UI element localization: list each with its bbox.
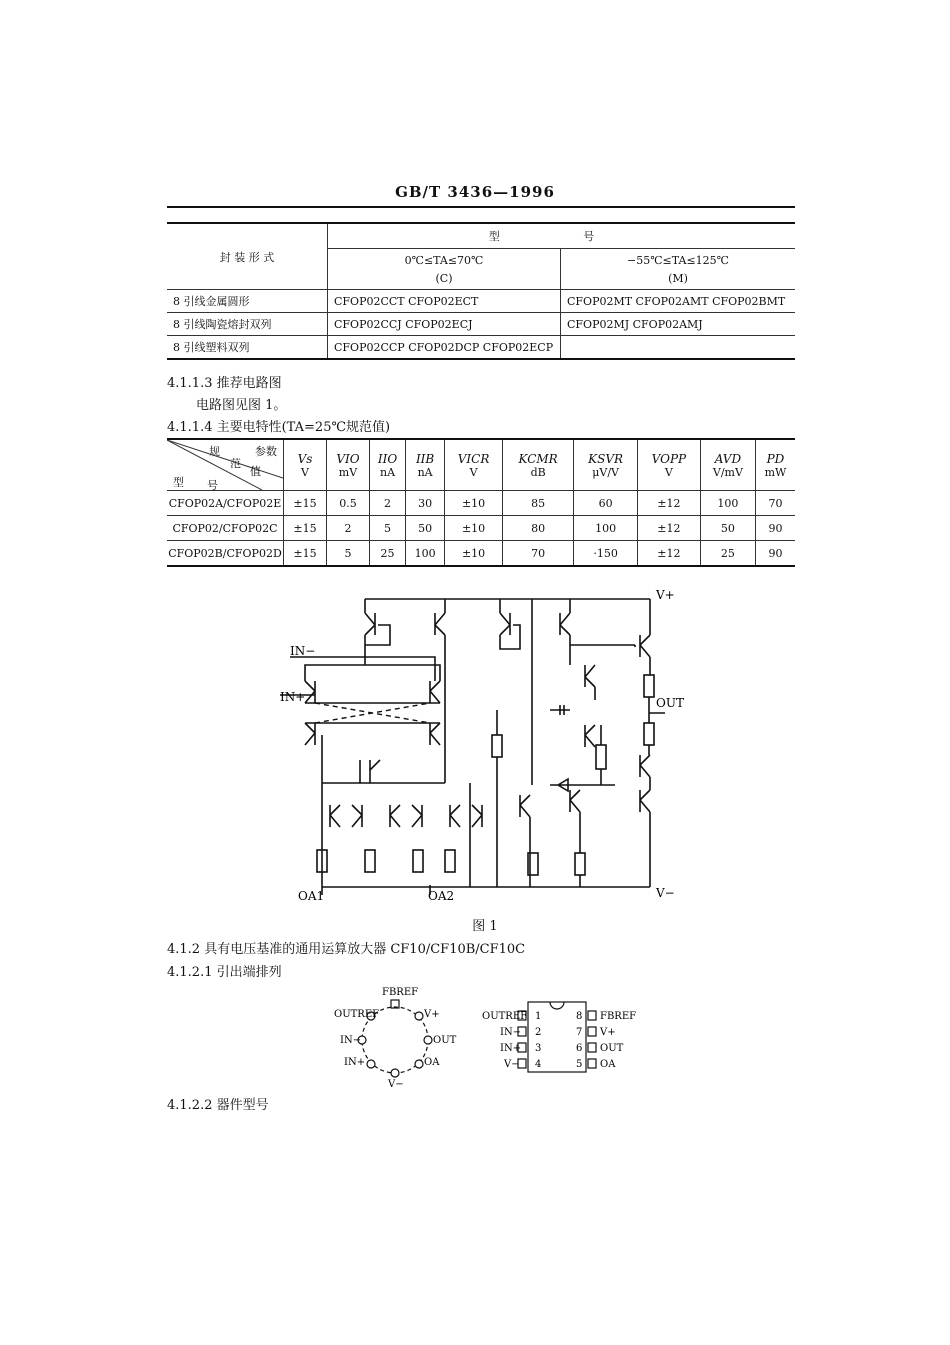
label-vplus: V+ — [656, 588, 675, 602]
dip-num-7: 7 — [576, 1027, 583, 1038]
pkg-m: CFOP02MJ CFOP02AMJ — [561, 313, 796, 336]
section-4122: 4.1.2.2 器件型号 — [167, 1098, 269, 1113]
table-row: CFOP02A/CFOP02E ±15 0.5 2 30 ±10 85 60 ±12 100 70 — [167, 491, 795, 516]
pinout-round — [320, 985, 470, 1095]
round-out: OUT — [433, 1035, 457, 1046]
figure-caption: 图 1 — [472, 919, 498, 934]
range-c-cell — [328, 249, 561, 290]
pkg-col-header: 封 装 形 式 — [167, 224, 328, 290]
section-4113: 4.1.1.3 推荐电路图 — [167, 376, 282, 391]
dip-label-5: OA — [600, 1059, 616, 1070]
type-header: 型 号 — [328, 224, 796, 249]
model-cell: CFOP02A/CFOP02E — [167, 491, 284, 516]
pkg-form: 8 引线塑料双列 — [167, 336, 328, 360]
header-rule — [167, 206, 795, 208]
round-fbref: FBREF — [382, 987, 419, 998]
table-row: CFOP02B/CFOP02D ±15 5 25 100 ±10 70 ·150 ±12 25 90 — [167, 541, 795, 567]
spec-table — [167, 438, 795, 567]
label-out: OUT — [656, 696, 684, 710]
label-vminus: V− — [656, 886, 675, 900]
dip-label-4: V− — [504, 1059, 520, 1070]
pkg-form: 8 引线陶瓷熔封双列 — [167, 313, 328, 336]
dip-num-6: 6 — [576, 1043, 583, 1054]
round-oa: OA — [424, 1057, 440, 1068]
round-vminus: V− — [388, 1079, 404, 1090]
pkg-c: CFOP02CCP CFOP02DCP CFOP02ECP — [328, 336, 561, 360]
range-c-code: (C) — [435, 271, 453, 285]
range-m-cell — [561, 249, 796, 290]
corner-cell — [167, 439, 284, 491]
param-header: KCMR dB — [503, 439, 574, 491]
corner-fan: 范 — [230, 457, 241, 470]
section-4121: 4.1.2.1 引出端排列 — [167, 965, 282, 980]
dip-label-3: IN+ — [500, 1043, 522, 1054]
package-table — [167, 224, 795, 360]
round-outref: OUTREF — [334, 1009, 380, 1020]
param-header: PD mW — [755, 439, 795, 491]
param-header: KSVR μV/V — [574, 439, 638, 491]
param-header: IIO nA — [370, 439, 406, 491]
dip-num-2: 2 — [535, 1027, 542, 1038]
corner-can: 参数 — [255, 445, 277, 458]
model-cell: CFOP02B/CFOP02D — [167, 541, 284, 567]
dip-label-8: FBREF — [600, 1011, 637, 1022]
pkg-m: CFOP02MT CFOP02AMT CFOP02BMT — [561, 290, 796, 313]
label-in-minus: IN− — [290, 644, 316, 658]
range-m: −55℃≤TA≤125℃ — [627, 253, 729, 267]
corner-hao: 号 — [207, 479, 218, 492]
page-header: GB/T 3436—1996 — [395, 183, 555, 201]
circuit-diagram — [270, 585, 690, 910]
dip-label-2: IN− — [500, 1027, 522, 1038]
label-oa1: OA1 — [298, 889, 325, 903]
range-c: 0℃≤TA≤70℃ — [404, 253, 484, 267]
round-in-minus: IN− — [340, 1035, 362, 1046]
dip-num-3: 3 — [535, 1043, 542, 1054]
param-header: AVD V/mV — [700, 439, 755, 491]
dip-label-7: V+ — [600, 1027, 616, 1038]
dip-num-8: 8 — [576, 1011, 583, 1022]
table-row — [167, 313, 795, 336]
pkg-m — [561, 336, 796, 360]
table-top-rule — [167, 222, 795, 224]
pkg-form: 8 引线金属圆形 — [167, 290, 328, 313]
param-header: IIB nA — [406, 439, 445, 491]
pkg-c: CFOP02CCT CFOP02ECT — [328, 290, 561, 313]
section-4114: 4.1.1.4 主要电特性(TA=25℃规范值) — [167, 420, 391, 435]
param-header: VOPP V — [637, 439, 700, 491]
dip-num-5: 5 — [576, 1059, 583, 1070]
param-header: VICR V — [445, 439, 503, 491]
dip-label-1: OUTREF — [482, 1011, 528, 1022]
model-cell: CFOP02/CFOP02C — [167, 516, 284, 541]
param-header: Vs V — [284, 439, 327, 491]
dip-num-1: 1 — [535, 1011, 542, 1022]
round-in-plus: IN+ — [344, 1057, 366, 1068]
corner-xing: 型 — [173, 476, 184, 489]
label-oa2: OA2 — [428, 889, 455, 903]
param-header: VIO mV — [326, 439, 369, 491]
pinout-dip — [480, 998, 640, 1078]
round-vplus: V+ — [424, 1009, 440, 1020]
corner-zhi: 值 — [250, 465, 261, 478]
corner-gui: 规 — [209, 445, 220, 458]
range-m-code: (M) — [668, 271, 688, 285]
table-row — [167, 290, 795, 313]
table-row — [167, 336, 795, 360]
section-4113-text: 电路图见图 1。 — [196, 398, 287, 413]
dip-num-4: 4 — [535, 1059, 542, 1070]
pkg-c: CFOP02CCJ CFOP02ECJ — [328, 313, 561, 336]
dip-label-6: OUT — [600, 1043, 624, 1054]
table-row: CFOP02/CFOP02C ±15 2 5 50 ±10 80 100 ±12 50 90 — [167, 516, 795, 541]
label-in-plus: IN+ — [280, 690, 306, 704]
section-412: 4.1.2 具有电压基准的通用运算放大器 CF10/CF10B/CF10C — [167, 942, 526, 957]
